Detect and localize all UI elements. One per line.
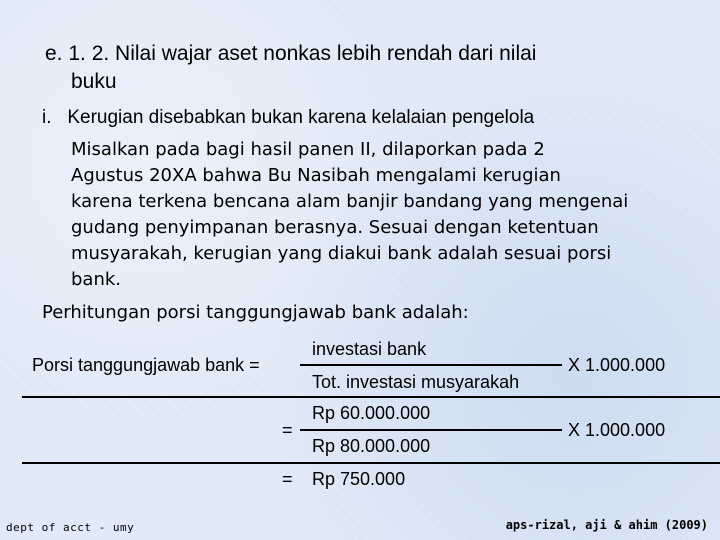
paragraph-line: Misalkan pada bagi hasil panen II, dilaporkan pada 2 — [71, 139, 545, 160]
formula-equals: = — [282, 420, 293, 440]
formula-denominator: Tot. investasi musyarakah — [312, 372, 520, 392]
footer-left: dept of acct - umy — [6, 521, 135, 534]
formula-numerator: investasi bank — [312, 339, 427, 359]
formula-label: Porsi tanggungjawab bank = — [32, 355, 260, 375]
paragraph — [71, 137, 628, 293]
formula-denominator: Rp 80.000.000 — [312, 436, 431, 456]
formula-equals: = — [282, 469, 293, 489]
footer-right: aps-rizal, aji & ahim (2009) — [505, 518, 708, 532]
fraction-bar — [300, 429, 562, 431]
slide-heading-line2: buku — [71, 70, 117, 93]
subheading: i. Kerugian disebabkan bukan karena kelalaian pengelola — [42, 107, 535, 128]
paragraph-line: Agustus 20XA bahwa Bu Nasibah mengalami kerugian — [71, 165, 561, 186]
paragraph-line: musyarakah, kerugian yang diakui bank adalah sesuai porsi — [71, 243, 612, 264]
formula-result: Rp 750.000 — [312, 469, 406, 489]
slide-heading-line1: e. 1. 2. Nilai wajar aset nonkas lebih rendah dari nilai — [45, 42, 537, 65]
paragraph-line: gudang penyimpanan berasnya. Sesuai dengan ketentuan — [71, 217, 599, 238]
fraction-bar — [300, 364, 562, 366]
paragraph-line: karena terkena bencana alam banjir bandang yang mengenai — [71, 191, 629, 212]
formula-multiplier: X 1.000.000 — [568, 355, 666, 375]
paragraph-line: bank. — [71, 269, 122, 290]
intro-line: Perhitungan porsi tanggungjawab bank adalah: — [42, 302, 469, 323]
row-separator — [22, 396, 720, 398]
formula-numerator: Rp 60.000.000 — [312, 403, 431, 423]
formula-multiplier: X 1.000.000 — [568, 420, 666, 440]
row-separator — [22, 462, 720, 464]
